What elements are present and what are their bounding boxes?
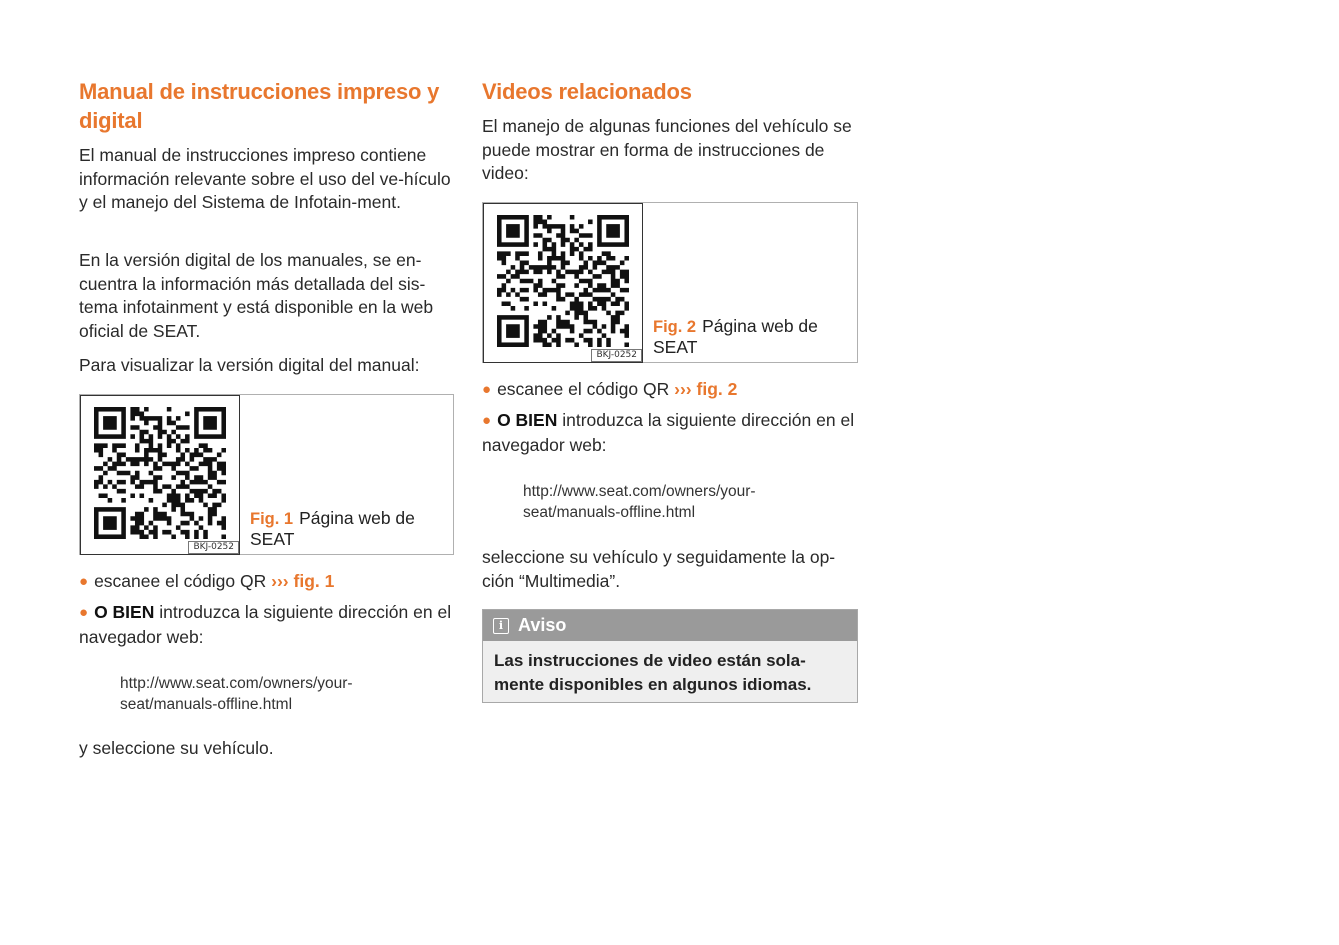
bullet-dot-icon: ● [482, 381, 492, 398]
paragraph-videos: El manejo de algunas funciones del vehículo se puede mostrar en forma de instrucciones de video: [482, 116, 852, 183]
figure-code-label: BKJ-0252 [188, 541, 239, 554]
manual-url[interactable]: http://www.seat.com/owners/your- seat/manuals-offline.html [120, 675, 353, 713]
figure-caption [250, 508, 450, 549]
section-heading-printed-manual: Manual de instrucciones impreso y digital [79, 79, 440, 133]
bullet-or-enter-url: ● O BIEN introduzca la siguiente dirección en el navegador web: [79, 602, 452, 647]
figure-caption-text: Página web de SEAT [250, 508, 415, 549]
section-heading-related-videos: Videos relacionados [482, 79, 692, 104]
figure-reference-link[interactable]: fig. 2 [696, 379, 738, 399]
figure-1 [79, 394, 454, 555]
paragraph-digital-manual: En la versión digital de los manuales, se en-cuentra la información más detallada del sis-tema infotainment y está disponible en la web oficial de SEAT. [79, 250, 434, 341]
bullet-dot-icon: ● [482, 412, 492, 429]
paragraph-view-digital: Para visualizar la versión digital del manual: [79, 355, 420, 375]
paragraph-select-multimedia: seleccione su vehículo y seguidamente la op-ción “Multimedia”. [482, 547, 836, 591]
notice-title: Aviso [518, 615, 567, 635]
figure-reference-link[interactable]: fig. 1 [293, 571, 335, 591]
qr-code-1[interactable] [80, 395, 240, 555]
figure-caption-text: Página web de SEAT [653, 316, 818, 357]
info-icon: i [493, 618, 509, 634]
qr-code-icon [94, 407, 226, 539]
notice-header [483, 610, 857, 641]
figure-code-label: BKJ-0252 [591, 349, 642, 362]
figure-number: Fig. 1 [250, 510, 294, 528]
bullet-scan-qr: ● escanee el código QR ››› fig. 1 [79, 571, 335, 591]
figure-2 [482, 202, 858, 363]
bullet-or-enter-url: ● O BIEN introduzca la siguiente dirección en el navegador web: [482, 410, 855, 455]
notice-body: Las instrucciones de video están sola-mente disponibles en algunos idiomas. [483, 641, 857, 702]
arrow-icon: ››› [271, 571, 289, 591]
bullet-scan-qr: ● escanee el código QR ››› fig. 2 [482, 379, 738, 399]
bullet-dot-icon: ● [79, 604, 89, 621]
qr-code-2[interactable] [483, 203, 643, 363]
paragraph-select-vehicle: y seleccione su vehículo. [79, 738, 274, 758]
figure-number: Fig. 2 [653, 318, 697, 336]
manual-url[interactable]: http://www.seat.com/owners/your- seat/manuals-offline.html [523, 483, 756, 521]
arrow-icon: ››› [674, 379, 692, 399]
qr-code-icon [497, 215, 629, 347]
bullet-dot-icon: ● [79, 573, 89, 590]
notice-box [482, 609, 858, 703]
figure-caption [653, 316, 853, 357]
paragraph-printed-manual: El manual de instrucciones impreso contiene información relevante sobre el uso del ve-hículo y el manejo del Sistema de Infotain-ment. [79, 145, 451, 212]
